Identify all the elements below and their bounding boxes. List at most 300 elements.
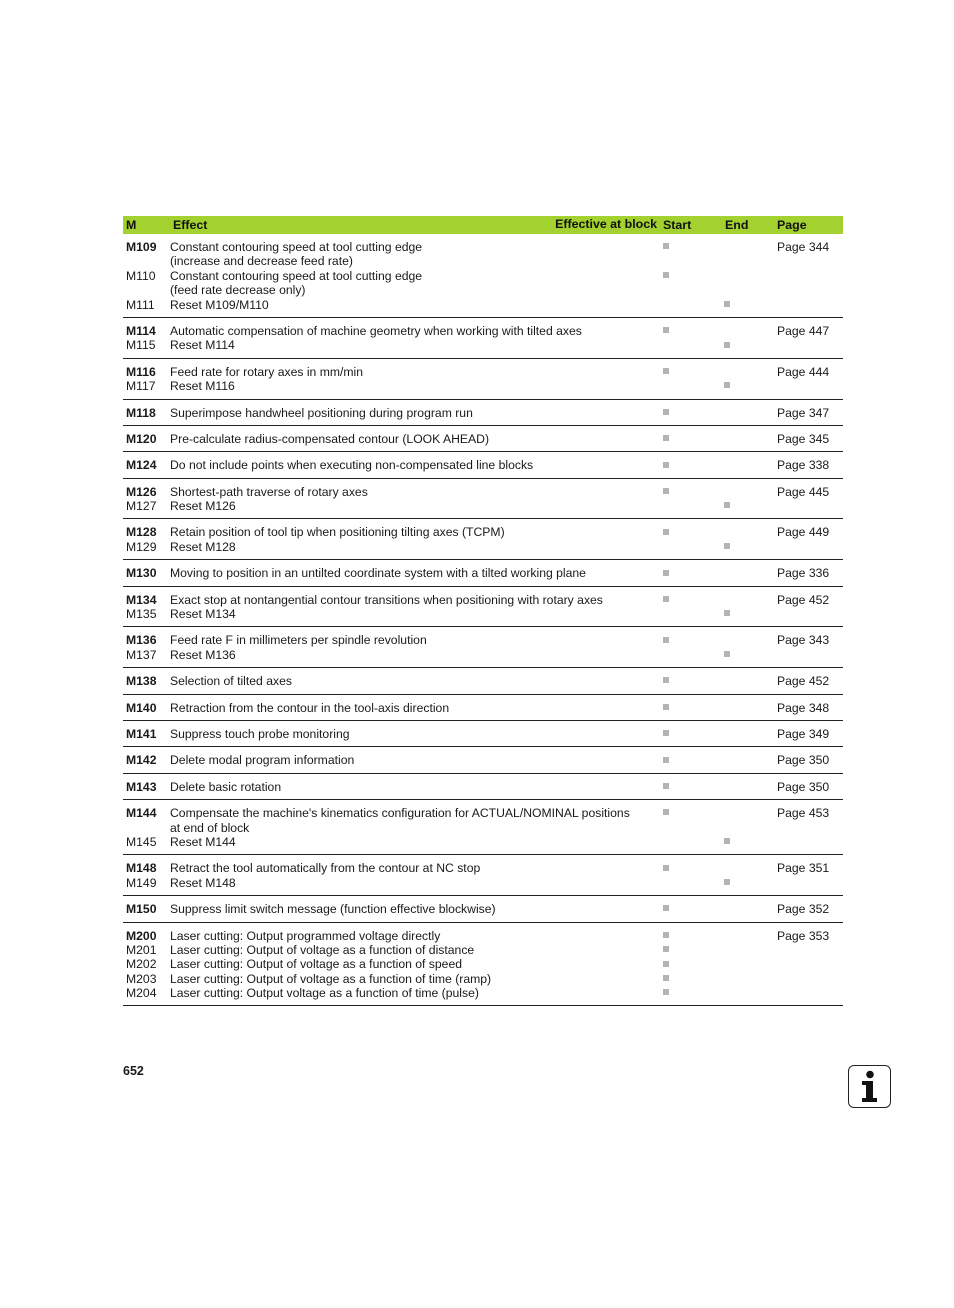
- start-cell: [659, 694, 720, 720]
- m-code: M124: [126, 458, 157, 473]
- end-cell: [720, 519, 773, 560]
- end-slot: [720, 835, 773, 849]
- m-code: M202: [126, 957, 157, 972]
- effect-text: Constant contouring speed at tool cutting edge: [170, 268, 423, 283]
- page-ref: [773, 835, 843, 849]
- start-slot: [659, 254, 720, 268]
- page-cell: [773, 773, 843, 799]
- page-ref: [773, 957, 843, 971]
- effect-cell: [169, 627, 659, 668]
- start-marker-icon: [663, 865, 669, 871]
- start-marker-icon: [663, 783, 669, 789]
- page-ref: Page 344: [777, 240, 830, 254]
- start-cell: [659, 452, 720, 478]
- effect-cell: [169, 358, 659, 399]
- effect-text: Compensate the machine's kinematics configuration for ACTUAL/NOMINAL positions: [170, 806, 630, 821]
- end-slot: [720, 254, 773, 268]
- page-cell: [773, 234, 843, 317]
- info-icon: [848, 1065, 891, 1108]
- end-slot: [720, 780, 773, 794]
- effect-text: Reset M136: [170, 647, 236, 662]
- header-effect: [169, 216, 659, 234]
- start-cell: [659, 586, 720, 627]
- end-slot: [720, 674, 773, 688]
- page-ref: [773, 943, 843, 957]
- end-marker-icon: [724, 838, 730, 844]
- table-row: [123, 855, 843, 896]
- m-code: M203: [126, 971, 157, 986]
- start-slot: [659, 607, 720, 621]
- m-code: M128: [126, 525, 157, 540]
- effect-text: Reset M116: [170, 379, 235, 394]
- start-slot: [659, 929, 720, 943]
- start-marker-icon: [663, 961, 669, 967]
- end-marker-icon: [724, 651, 730, 657]
- start-slot: [659, 485, 720, 499]
- start-slot: [659, 365, 720, 379]
- m-code-cell: [123, 560, 169, 586]
- start-slot: [659, 835, 720, 849]
- effect-text: Feed rate for rotary axes in mm/min: [170, 364, 364, 379]
- header-m: M: [123, 216, 169, 234]
- end-marker-icon: [724, 879, 730, 885]
- end-marker-icon: [724, 382, 730, 388]
- start-cell: [659, 358, 720, 399]
- header-page: Page: [773, 216, 843, 234]
- end-slot: [720, 593, 773, 607]
- m-code: M142: [126, 753, 157, 768]
- effect-text: Laser cutting: Output voltage as a function of time (pulse): [170, 986, 479, 1001]
- header-start: Start: [659, 216, 720, 234]
- m-code-cell: [123, 399, 169, 425]
- start-slot: [659, 701, 720, 715]
- start-marker-icon: [663, 462, 669, 468]
- page-ref: Page 453: [777, 806, 830, 821]
- effect-text: Automatic compensation of machine geometry when working with tilted axes: [170, 323, 582, 338]
- end-cell: [720, 855, 773, 896]
- m-code: M111: [126, 297, 155, 312]
- table-row: [123, 452, 843, 478]
- start-cell: [659, 720, 720, 746]
- start-slot: [659, 821, 720, 835]
- page-ref: [773, 499, 843, 513]
- table-row: [123, 694, 843, 720]
- start-slot: [659, 338, 720, 352]
- start-slot: [659, 432, 720, 446]
- m-code: M126: [126, 484, 157, 499]
- m-code: M110: [126, 268, 156, 283]
- m-code-cell: [123, 586, 169, 627]
- effect-text: Delete modal program information: [170, 753, 355, 768]
- start-slot: [659, 240, 720, 254]
- start-cell: [659, 627, 720, 668]
- start-slot: [659, 324, 720, 338]
- page-ref: Page 444: [777, 364, 830, 379]
- end-cell: [720, 668, 773, 694]
- effect-text: Laser cutting: Output of voltage as a function of distance: [170, 942, 475, 957]
- start-marker-icon: [663, 730, 669, 736]
- m-code: M204: [126, 986, 157, 1001]
- page-ref: Page 352: [777, 902, 830, 917]
- m-code: M135: [126, 607, 157, 622]
- effect-text: Laser cutting: Output of voltage as a function of time (ramp): [170, 971, 492, 986]
- effect-text: (increase and decrease feed rate): [170, 254, 353, 269]
- start-marker-icon: [663, 989, 669, 995]
- effect-cell: [169, 586, 659, 627]
- start-slot: [659, 806, 720, 820]
- start-slot: [659, 753, 720, 767]
- page-ref: Page 452: [777, 674, 830, 689]
- start-marker-icon: [663, 975, 669, 981]
- m-code: M120: [126, 431, 157, 446]
- page-ref: [773, 283, 843, 297]
- m-code: M141: [126, 726, 157, 741]
- end-cell: [720, 922, 773, 1006]
- effect-cell: [169, 519, 659, 560]
- effect-text: Delete basic rotation: [170, 779, 282, 794]
- m-code: M200: [126, 928, 157, 943]
- m-code-cell: [123, 519, 169, 560]
- end-slot: [720, 566, 773, 580]
- end-cell: [720, 747, 773, 773]
- start-cell: [659, 478, 720, 519]
- page-ref: Page 350: [777, 753, 830, 768]
- start-cell: [659, 317, 720, 358]
- start-slot: [659, 566, 720, 580]
- page-ref: Page 338: [777, 458, 830, 473]
- start-marker-icon: [663, 637, 669, 643]
- end-slot: [720, 298, 773, 312]
- end-slot: [720, 525, 773, 539]
- m-code: M129: [126, 539, 157, 554]
- effect-cell: [169, 800, 659, 855]
- m-code: M143: [126, 779, 157, 794]
- end-marker-icon: [724, 543, 730, 549]
- page-cell: [773, 478, 843, 519]
- start-marker-icon: [663, 905, 669, 911]
- page-ref: Page 349: [777, 726, 830, 741]
- start-cell: [659, 425, 720, 451]
- start-marker-icon: [663, 243, 669, 249]
- page-ref: [773, 338, 843, 352]
- start-marker-icon: [663, 932, 669, 938]
- page-ref: [773, 648, 843, 662]
- page-cell: [773, 399, 843, 425]
- page-ref: [773, 254, 843, 268]
- table-row: [123, 747, 843, 773]
- m-code-cell: [123, 317, 169, 358]
- end-cell: [720, 358, 773, 399]
- table-row: [123, 478, 843, 519]
- m-code: M117: [126, 379, 156, 394]
- effect-text: Reset M134: [170, 607, 236, 622]
- m-code: M140: [126, 700, 157, 715]
- m-code-cell: [123, 747, 169, 773]
- start-cell: [659, 800, 720, 855]
- end-cell: [720, 627, 773, 668]
- effect-text: Selection of tilted axes: [170, 674, 292, 689]
- effect-text: Superimpose handwheel positioning during program run: [170, 405, 473, 420]
- start-slot: [659, 648, 720, 662]
- page-ref: [773, 986, 843, 1000]
- end-cell: [720, 720, 773, 746]
- start-cell: [659, 399, 720, 425]
- m-code: M144: [126, 806, 157, 821]
- start-slot: [659, 593, 720, 607]
- table-row: [123, 720, 843, 746]
- page-ref: [773, 269, 843, 283]
- start-marker-icon: [663, 529, 669, 535]
- start-slot: [659, 633, 720, 647]
- start-marker-icon: [663, 488, 669, 494]
- end-slot: [720, 633, 773, 647]
- page-ref: Page 351: [777, 861, 830, 876]
- start-cell: [659, 519, 720, 560]
- end-slot: [720, 821, 773, 835]
- table-header-row: [123, 216, 843, 234]
- end-slot: [720, 972, 773, 986]
- effect-text: Do not include points when executing non-compensated line blocks: [170, 458, 534, 473]
- end-slot: [720, 269, 773, 283]
- start-slot: [659, 406, 720, 420]
- header-effective-at-block: Effective at block: [555, 217, 657, 231]
- end-slot: [720, 379, 773, 393]
- end-slot: [720, 929, 773, 943]
- page-ref: [773, 540, 843, 554]
- start-slot: [659, 499, 720, 513]
- page-ref: Page 348: [777, 700, 830, 715]
- effect-cell: [169, 317, 659, 358]
- start-marker-icon: [663, 327, 669, 333]
- page-ref: Page 353: [777, 928, 830, 943]
- page-ref: Page 447: [777, 323, 830, 338]
- m-code: M137: [126, 647, 157, 662]
- m-code: M134: [126, 592, 157, 607]
- end-marker-icon: [724, 342, 730, 348]
- page-ref: [773, 379, 843, 393]
- page-cell: [773, 425, 843, 451]
- end-cell: [720, 317, 773, 358]
- page-ref: [773, 607, 843, 621]
- start-slot: [659, 957, 720, 971]
- start-marker-icon: [663, 704, 669, 710]
- m-functions-table: [123, 216, 843, 1006]
- m-code-cell: [123, 425, 169, 451]
- table-row: [123, 800, 843, 855]
- page-ref: Page 449: [777, 525, 830, 540]
- end-slot: [720, 957, 773, 971]
- page-cell: [773, 560, 843, 586]
- end-slot: [720, 365, 773, 379]
- start-slot: [659, 986, 720, 1000]
- m-code: M149: [126, 875, 157, 890]
- table-row: [123, 358, 843, 399]
- page-ref: Page 452: [777, 592, 830, 607]
- effect-text: Retraction from the contour in the tool-axis direction: [170, 700, 450, 715]
- m-code-cell: [123, 800, 169, 855]
- page-ref: Page 343: [777, 633, 830, 648]
- header-end: End: [720, 216, 773, 234]
- m-code: M145: [126, 834, 157, 849]
- m-code-cell: [123, 720, 169, 746]
- start-slot: [659, 876, 720, 890]
- page-cell: [773, 922, 843, 1006]
- m-code-cell: [123, 855, 169, 896]
- page-cell: [773, 317, 843, 358]
- end-cell: [720, 896, 773, 922]
- effect-text: Laser cutting: Output programmed voltage directly: [170, 928, 441, 943]
- end-slot: [720, 876, 773, 890]
- start-cell: [659, 747, 720, 773]
- page-cell: [773, 358, 843, 399]
- end-slot: [720, 406, 773, 420]
- page-cell: [773, 452, 843, 478]
- page-ref: Page 445: [777, 484, 830, 499]
- m-code: M115: [126, 338, 156, 353]
- m-code-cell: [123, 627, 169, 668]
- page-ref: [773, 972, 843, 986]
- start-marker-icon: [663, 757, 669, 763]
- effect-text: Reset M128: [170, 539, 236, 554]
- start-cell: [659, 560, 720, 586]
- start-slot: [659, 943, 720, 957]
- effect-cell: [169, 773, 659, 799]
- end-slot: [720, 648, 773, 662]
- effect-cell: [169, 452, 659, 478]
- start-slot: [659, 674, 720, 688]
- start-cell: [659, 922, 720, 1006]
- start-slot: [659, 972, 720, 986]
- effect-text: Reset M144: [170, 834, 236, 849]
- start-marker-icon: [663, 272, 669, 278]
- end-slot: [720, 986, 773, 1000]
- effect-text: Exact stop at nontangential contour transitions when positioning with rotary axes: [170, 592, 603, 607]
- effect-text: Suppress touch probe monitoring: [170, 726, 350, 741]
- effect-text: Retract the tool automatically from the contour at NC stop: [170, 861, 481, 876]
- page-ref: Page 336: [777, 566, 830, 581]
- start-slot: [659, 458, 720, 472]
- header-effect-label: Effect: [173, 217, 208, 232]
- effect-text: Laser cutting: Output of voltage as a function of speed: [170, 957, 463, 972]
- effect-text: Reset M109/M110: [170, 297, 269, 312]
- end-cell: [720, 773, 773, 799]
- start-slot: [659, 902, 720, 916]
- page-cell: [773, 800, 843, 855]
- start-slot: [659, 298, 720, 312]
- page-ref: Page 347: [777, 405, 830, 420]
- m-code: M138: [126, 674, 157, 689]
- end-cell: [720, 560, 773, 586]
- end-marker-icon: [724, 610, 730, 616]
- table-row: [123, 586, 843, 627]
- end-cell: [720, 399, 773, 425]
- end-slot: [720, 902, 773, 916]
- start-marker-icon: [663, 409, 669, 415]
- start-cell: [659, 896, 720, 922]
- effect-text: Reset M148: [170, 875, 236, 890]
- start-cell: [659, 773, 720, 799]
- m-code-cell: [123, 773, 169, 799]
- end-slot: [720, 240, 773, 254]
- effect-cell: [169, 720, 659, 746]
- effect-cell: [169, 855, 659, 896]
- start-marker-icon: [663, 596, 669, 602]
- effect-cell: [169, 234, 659, 317]
- page-cell: [773, 694, 843, 720]
- page-cell: [773, 720, 843, 746]
- m-code: M109: [126, 240, 157, 254]
- m-code: [123, 283, 169, 297]
- page-ref: [773, 298, 843, 312]
- end-slot: [720, 540, 773, 554]
- end-slot: [720, 806, 773, 820]
- m-code-cell: [123, 694, 169, 720]
- m-code: M127: [126, 499, 157, 514]
- effect-text: Reset M114: [170, 338, 235, 353]
- end-slot: [720, 458, 773, 472]
- m-code: M116: [126, 364, 156, 379]
- effect-cell: [169, 425, 659, 451]
- start-cell: [659, 234, 720, 317]
- end-slot: [720, 338, 773, 352]
- effect-text: Suppress limit switch message (function effective blockwise): [170, 902, 496, 917]
- end-slot: [720, 283, 773, 297]
- end-cell: [720, 800, 773, 855]
- table-row: [123, 773, 843, 799]
- m-code: [123, 821, 169, 835]
- end-cell: [720, 425, 773, 451]
- page-cell: [773, 519, 843, 560]
- end-slot: [720, 943, 773, 957]
- end-slot: [720, 485, 773, 499]
- effect-cell: [169, 560, 659, 586]
- table-row: [123, 668, 843, 694]
- page-ref: Page 350: [777, 779, 830, 794]
- start-marker-icon: [663, 570, 669, 576]
- effect-text: Reset M126: [170, 499, 236, 514]
- effect-text: at end of block: [170, 820, 250, 835]
- start-cell: [659, 668, 720, 694]
- effect-text: (feed rate decrease only): [170, 283, 306, 298]
- m-code-cell: [123, 358, 169, 399]
- page-number: 652: [123, 1064, 144, 1078]
- table-body: [123, 234, 843, 1006]
- start-slot: [659, 727, 720, 741]
- start-slot: [659, 861, 720, 875]
- page-cell: [773, 586, 843, 627]
- effect-cell: [169, 896, 659, 922]
- start-cell: [659, 855, 720, 896]
- end-marker-icon: [724, 301, 730, 307]
- end-slot: [720, 727, 773, 741]
- end-cell: [720, 586, 773, 627]
- m-code: M150: [126, 902, 157, 917]
- page-cell: [773, 896, 843, 922]
- page-ref: [773, 821, 843, 835]
- m-code: [123, 254, 169, 268]
- m-code-cell: [123, 234, 169, 317]
- effect-cell: [169, 747, 659, 773]
- end-cell: [720, 452, 773, 478]
- table-row: [123, 234, 843, 317]
- m-code: M130: [126, 566, 157, 581]
- start-marker-icon: [663, 368, 669, 374]
- m-code: M136: [126, 633, 157, 648]
- m-code: M118: [126, 405, 156, 420]
- effect-text: Retain position of tool tip when positioning tilting axes (TCPM): [170, 525, 505, 540]
- page-cell: [773, 668, 843, 694]
- effect-text: Pre-calculate radius-compensated contour (LOOK AHEAD): [170, 431, 490, 446]
